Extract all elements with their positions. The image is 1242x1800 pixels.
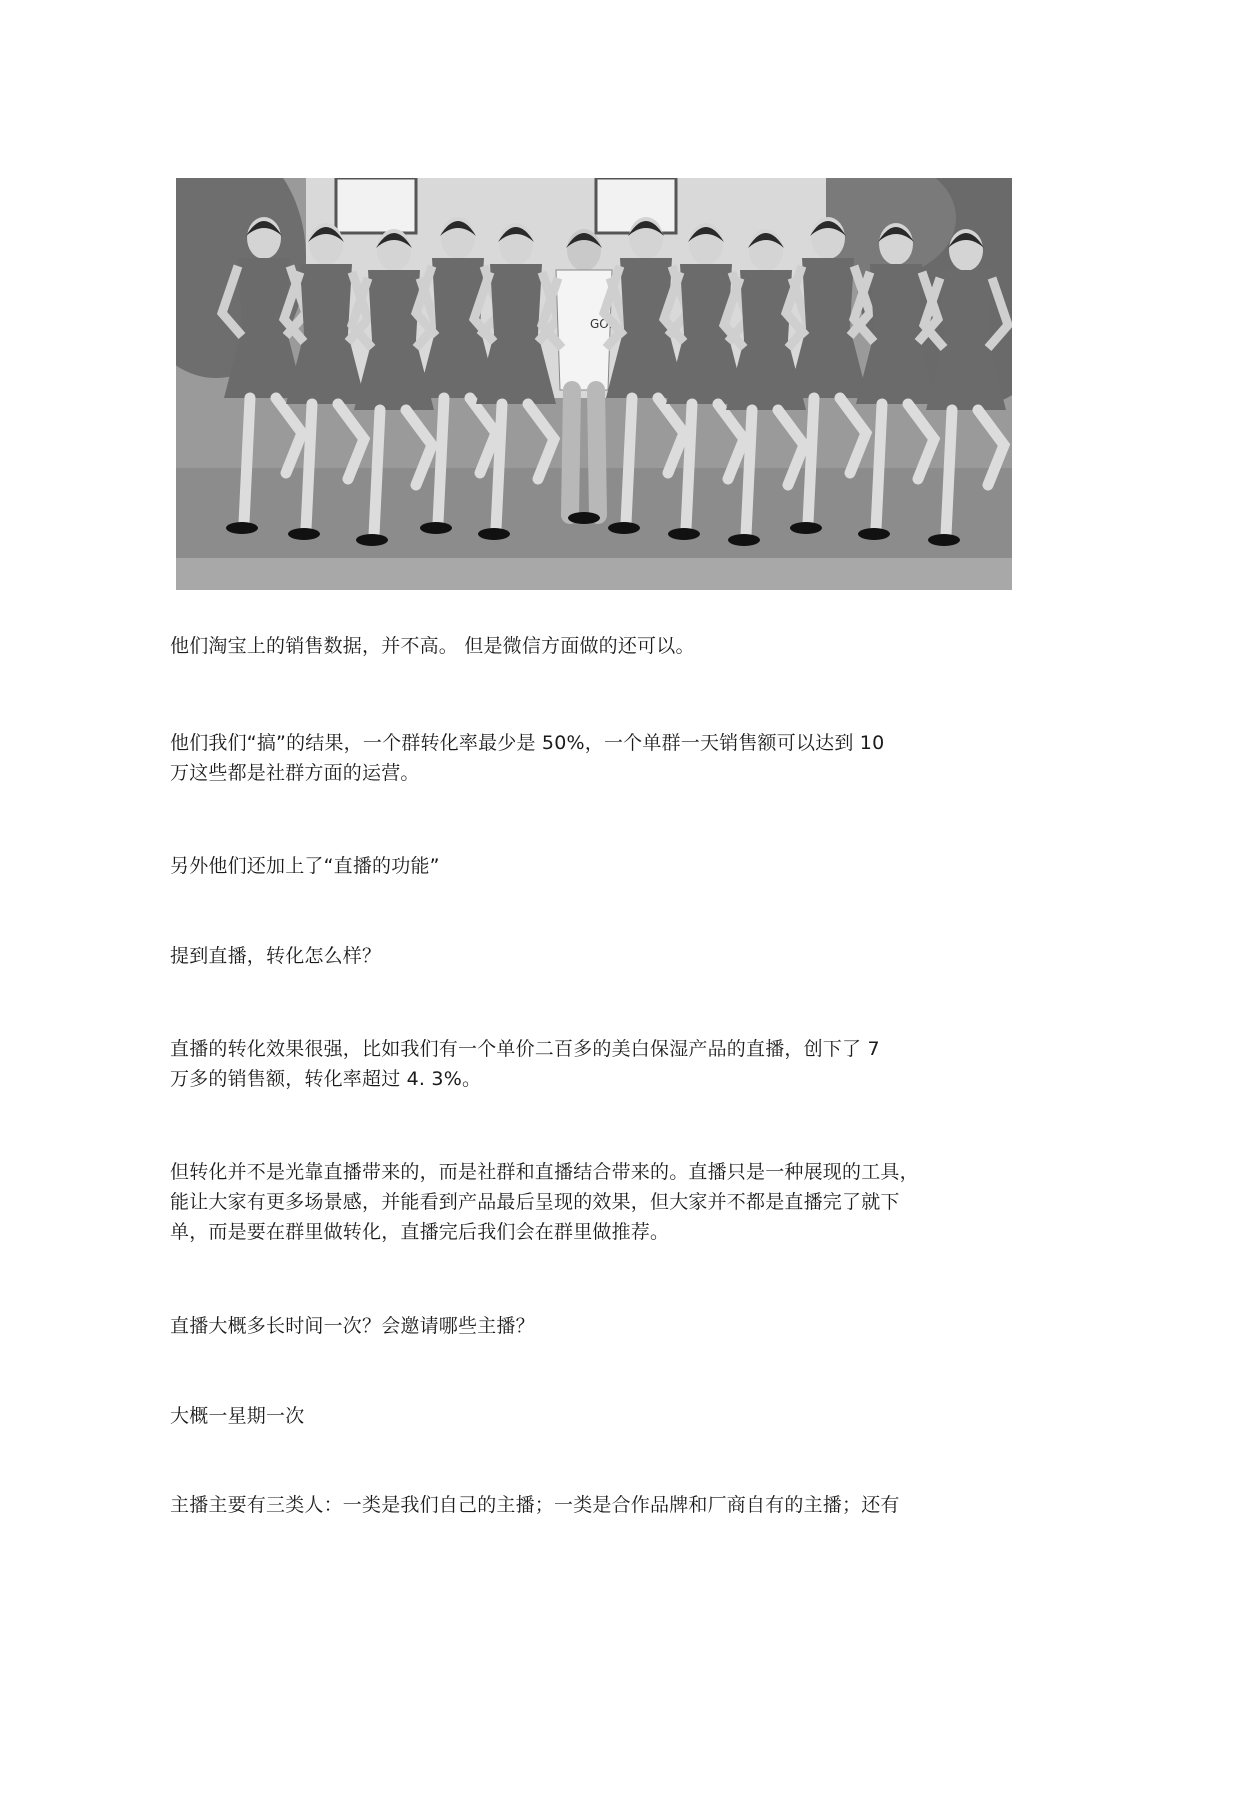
text-line: 主播主要有三类人：一类是我们自己的主播；一类是合作品牌和厂商自有的主播；还有 <box>170 1494 900 1516</box>
text-line: 能让大家有更多场景感，并能看到产品最后呈现的效果，但大家并不都是直播完了就下 <box>170 1191 900 1213</box>
paragraph-p6 <box>170 1157 1000 1247</box>
text-line: 他们淘宝上的销售数据，并不高。 但是微信方面做的还可以。 <box>170 635 695 657</box>
paragraph-p1 <box>170 631 1000 661</box>
paragraph-p5 <box>170 1034 1000 1094</box>
text-line: 万这些都是社群方面的运营。 <box>170 762 420 784</box>
text-line: 另外他们还加上了“直播的功能” <box>170 855 440 877</box>
paragraph-p7 <box>170 1311 1000 1341</box>
text-line: 单，而是要在群里做转化，直播完后我们会在群里做推荐。 <box>170 1221 670 1243</box>
group-photo <box>176 178 1012 590</box>
text-line: 直播的转化效果很强，比如我们有一个单价二百多的美白保湿产品的直播，创下了 7 <box>170 1038 880 1060</box>
paragraph-p8 <box>170 1401 1000 1431</box>
text-line: 万多的销售额，转化率超过 4. 3%。 <box>170 1068 482 1090</box>
paragraph-p9 <box>170 1490 1000 1520</box>
shirt-logo-text: GOD <box>590 317 618 331</box>
text-line: 直播大概多长时间一次？会邀请哪些主播？ <box>170 1315 535 1337</box>
text-line: 大概一星期一次 <box>170 1405 305 1427</box>
text-line: 但转化并不是光靠直播带来的，而是社群和直播结合带来的。直播只是一种展现的工具， <box>170 1161 919 1183</box>
paragraph-p4 <box>170 941 1000 971</box>
text-line: 他们我们“搞”的结果，一个群转化率最少是 50%，一个单群一天销售额可以达到 10 <box>170 732 885 754</box>
group-photo-illustration <box>176 178 1012 590</box>
paragraph-p3 <box>170 851 1000 881</box>
paragraph-p2 <box>170 728 1000 788</box>
text-line: 提到直播，转化怎么样？ <box>170 945 382 967</box>
